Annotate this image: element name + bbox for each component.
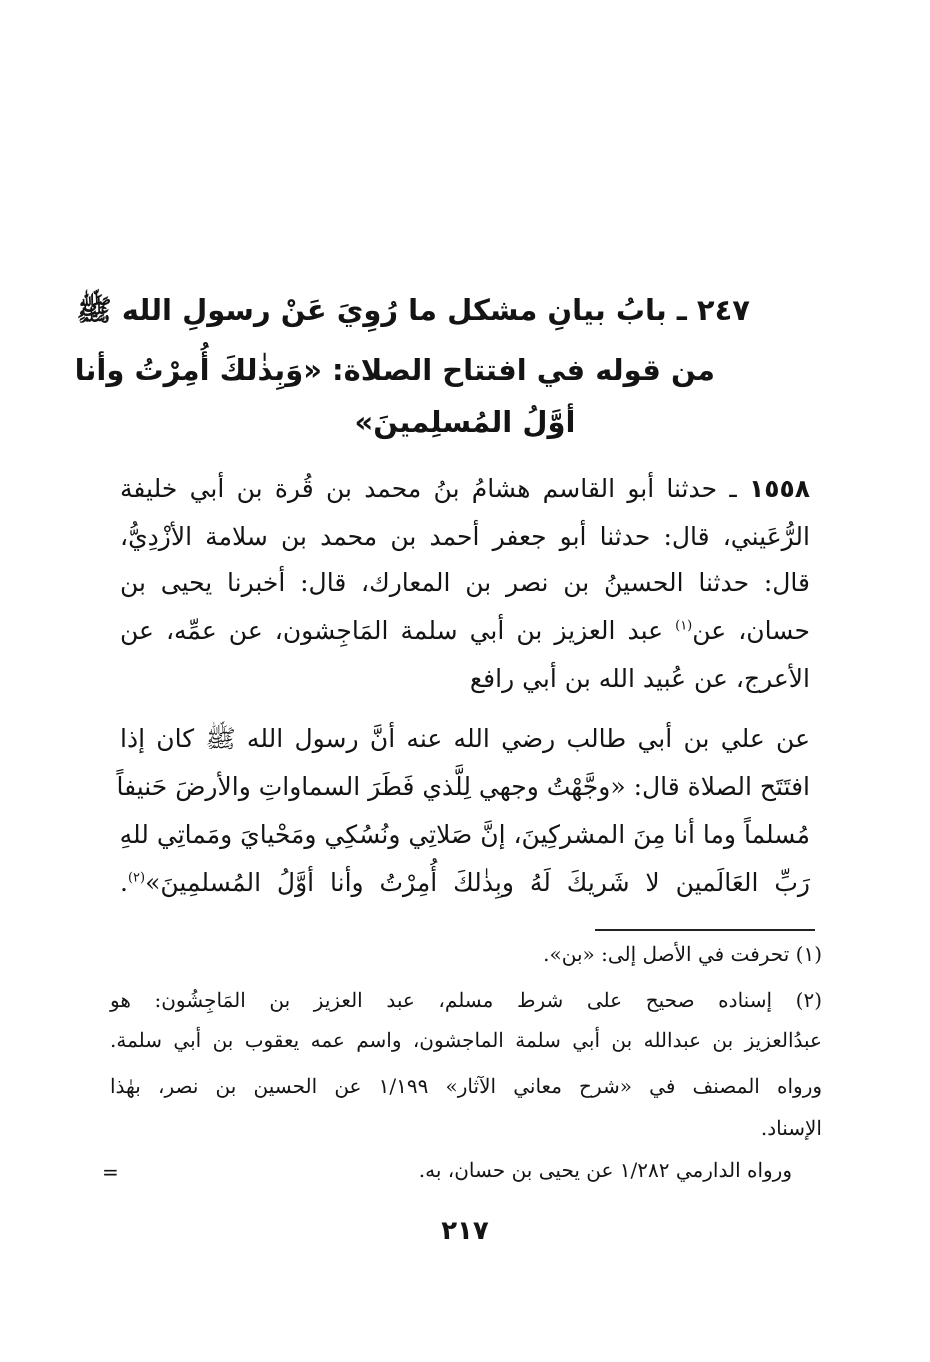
- hadith-line-3: قال: حدثنا الحسينُ بن نصر بن المعارك، قال: أخبرنا يحيى بن: [120, 568, 810, 597]
- chapter-heading-line-2: من قوله في افتتاح الصلاة: «وَبِذٰلكَ أُمِرْتُ وأنا: [74, 353, 715, 387]
- hadith-line-1-text: ـ حدثنا أبو القاسم هشامُ بنُ محمد بن قُرة بن أبي خليفة: [120, 474, 737, 503]
- hadith-line-5: الأعرج، عن عُبيد الله بن أبي رافع: [469, 664, 810, 693]
- hadith-number: ١٥٥٨: [748, 474, 810, 503]
- hadith-line-8: مُسلماً وما أنا مِنَ المشركِينَ، إنَّ صَلاتِي ونُسُكِي ومَحْيايَ ومَماتِي للهِ: [119, 820, 810, 849]
- footnote-1: (١) تحرفت في الأصل إلى: «بن».: [543, 942, 822, 966]
- footnote-ref-1: (١): [675, 618, 693, 634]
- hadith-line-9-text: رَبِّ العَالَمين لا شَريكَ لَهُ وبِذٰلكَ أُمِرْتُ وأنا أوَّلُ المُسلمِينَ»: [145, 868, 810, 897]
- footnotes: [74, 0, 823, 1362]
- footnote-2-line-2: عبدُالعزيز بن عبدالله بن أبي سلمة الماجشون، واسم عمه يعقوب بن أبي سلمة.: [110, 1028, 822, 1052]
- hadith-line-9-end: .: [120, 868, 128, 897]
- hadith-line-4-end: عبد العزيز بن أبي سلمة المَاجِشون، عن عمِّه، عن: [120, 616, 664, 645]
- chapter-heading-line-1: ٢٤٧ ـ بابُ بيانِ مشكل ما رُوِيَ عَنْ رسولِ الله ﷺ: [76, 293, 750, 327]
- footnote-2-line-1: (٢) إسناده صحيح على شرط مسلم، عبد العزيز بن المَاجِشُون: هو: [110, 988, 822, 1012]
- hadith-line-6: عن علي بن أبي طالب رضي الله عنه أنَّ رسول الله ﷺ كان إذا: [120, 724, 810, 753]
- hadith-line-4-start: حسان، عن: [692, 616, 811, 645]
- continuation-mark: =: [102, 1160, 119, 1184]
- footnote-ref-2: (٢): [127, 870, 146, 886]
- footnote-2-line-4: الإسناد.: [760, 1116, 822, 1140]
- chapter-heading-line-3: أوَّلُ المُسلِمينَ»: [354, 405, 576, 439]
- hadith-line-2: الرُّعَيني، قال: حدثنا أبو جعفر أحمد بن محمد بن سلامة الأزْدِيُّ،: [120, 522, 810, 551]
- footnote-2-line-5: ورواه الدارمي ١/٢٨٢ عن يحيى بن حسان، به.: [418, 1158, 792, 1182]
- page-number: ٢١٧: [441, 1216, 489, 1246]
- footnote-2-line-3: ورواه المصنف في «شرح معاني الآثار» ١/١٩٩ عن الحسين بن نصر، بهٰذا: [110, 1074, 823, 1098]
- hadith-line-7: افتَتَح الصلاة قال: «وجَّهْتُ وجهي لِلَّذي فَطَرَ السماواتِ والأرضَ حَنيفاً: [116, 772, 810, 801]
